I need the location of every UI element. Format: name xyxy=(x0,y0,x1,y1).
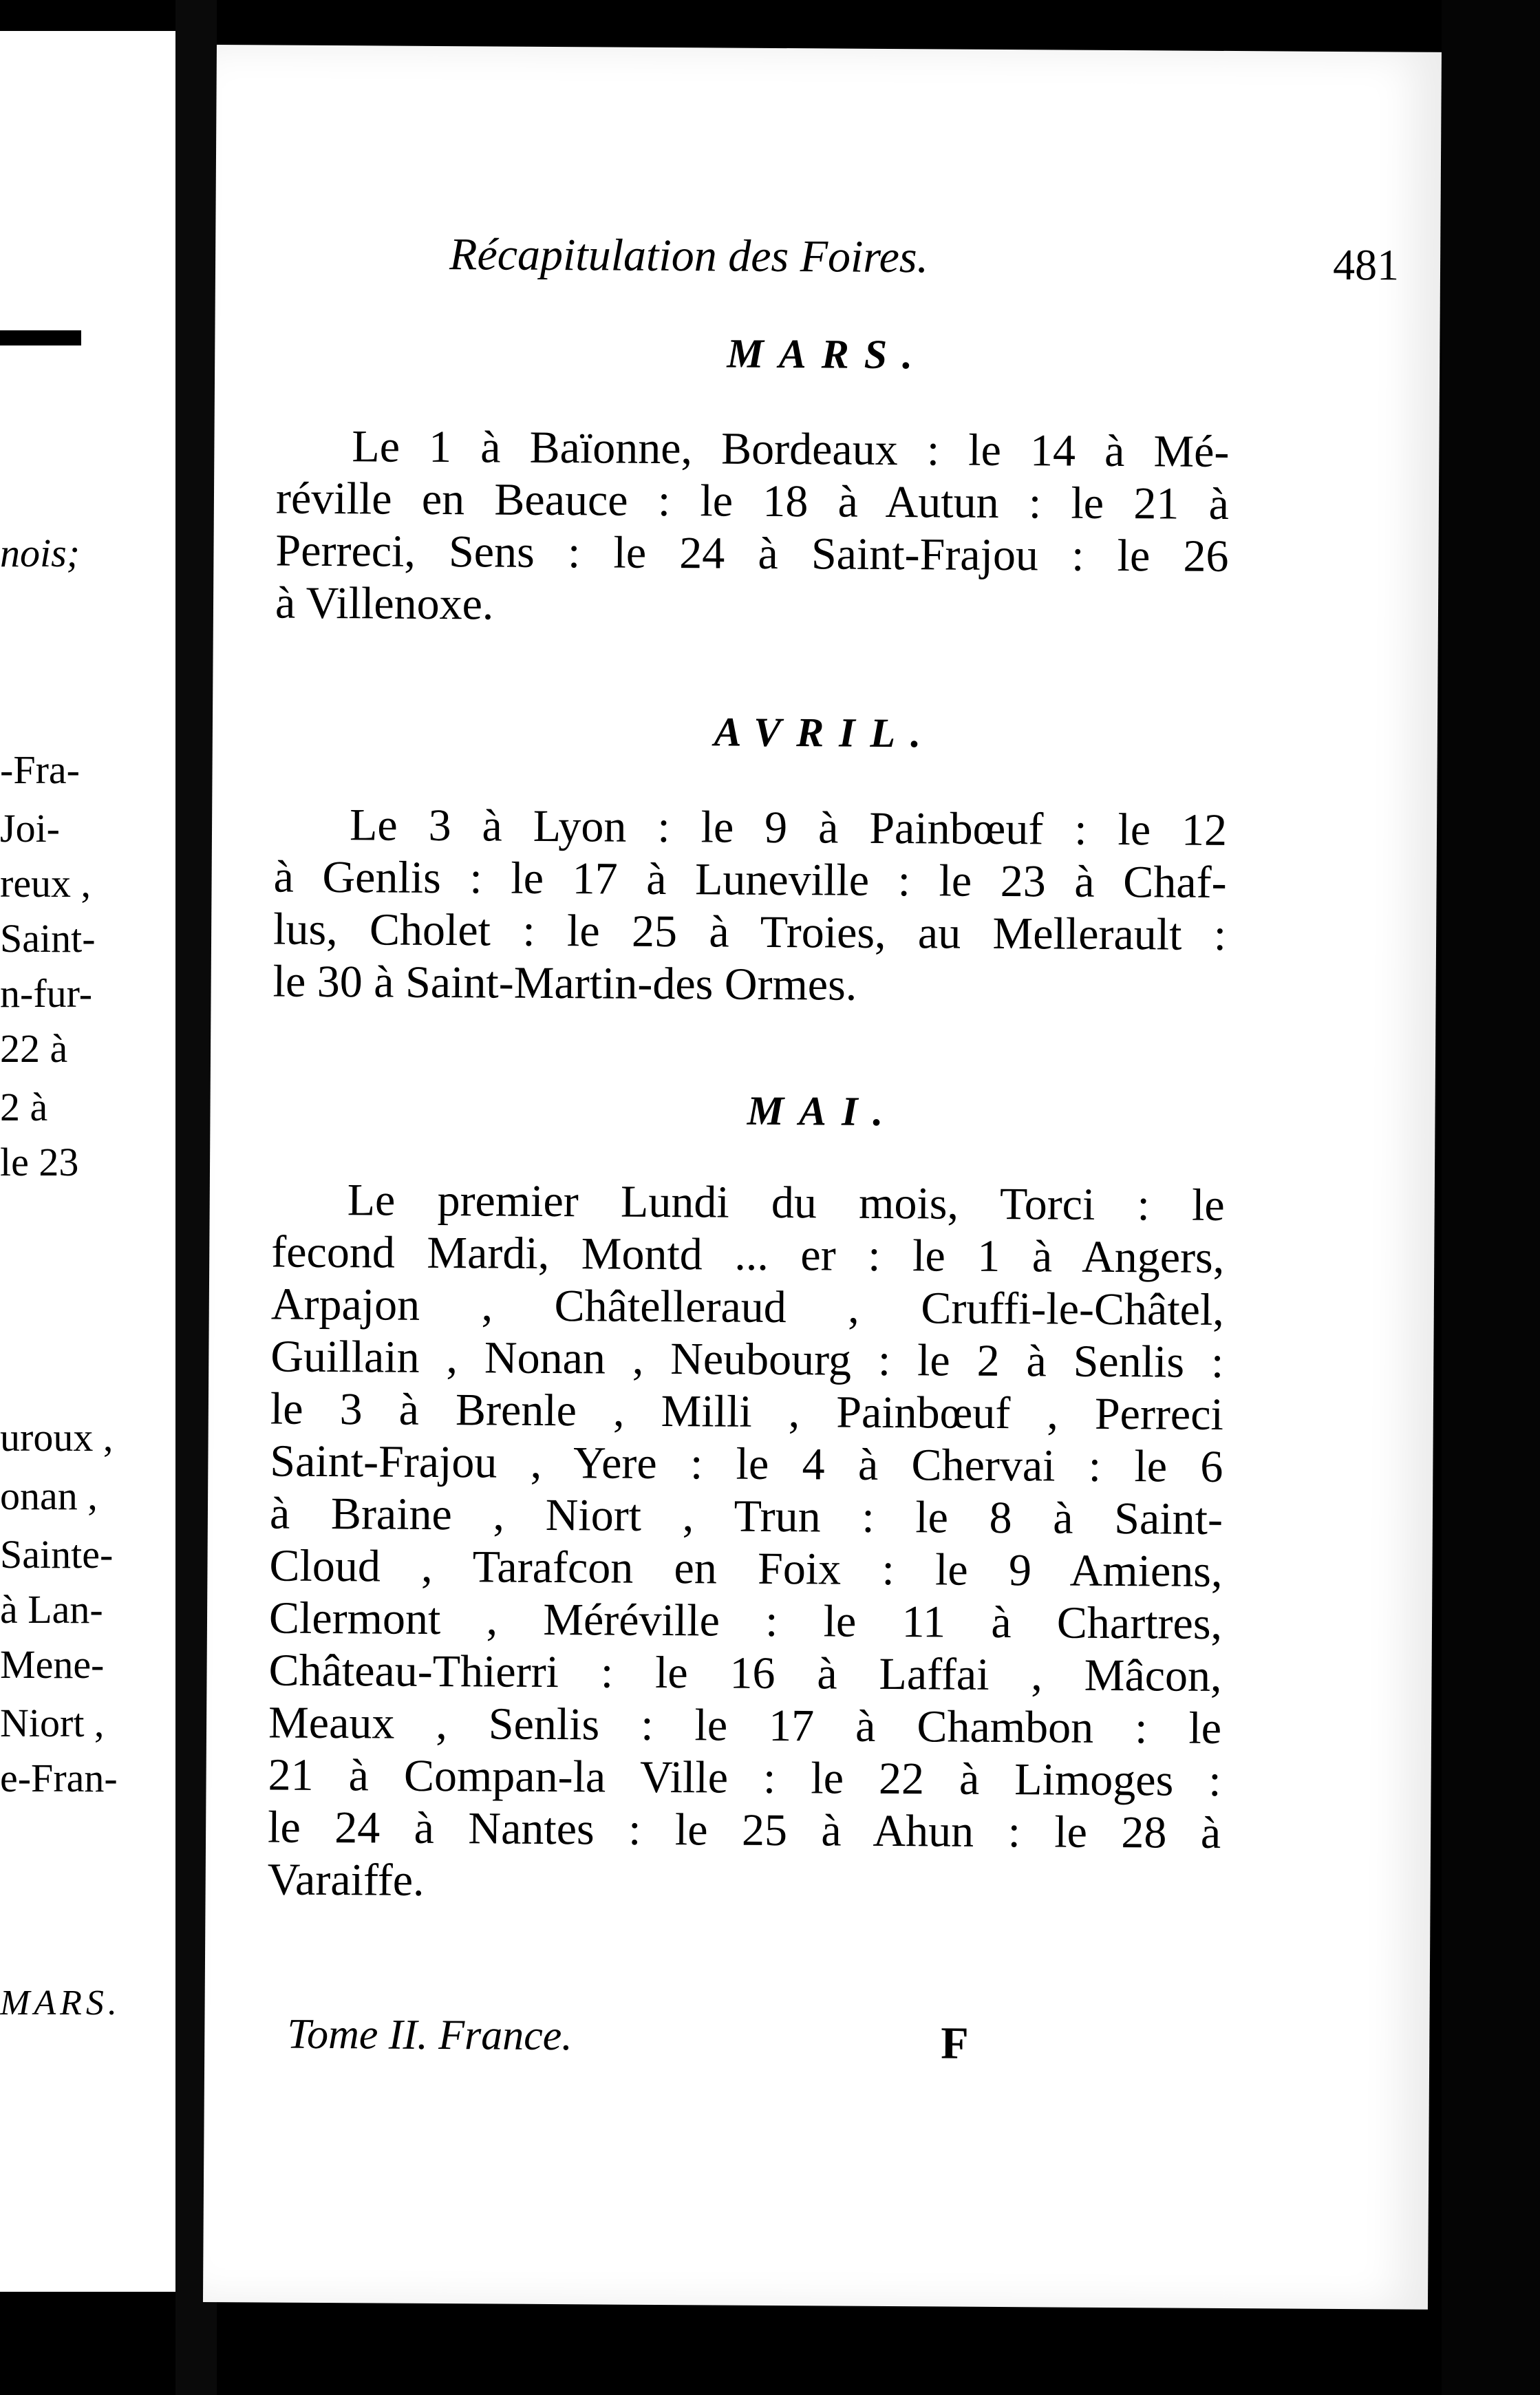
facing-catchword: MARS. xyxy=(0,1983,121,2023)
text-line: lus, Cholet : le 25 à Troies, au Mellerault : xyxy=(272,904,1227,960)
page-number: 481 xyxy=(1332,240,1400,290)
facing-text-line: -Fra- xyxy=(0,747,80,792)
text-line: à Genlis : le 17 à Luneville : le 23 à Chaf- xyxy=(273,851,1227,908)
facing-text-line: n-fur- xyxy=(0,971,93,1016)
running-head xyxy=(449,228,1400,290)
facing-text-line: e-Fran- xyxy=(0,1756,118,1800)
text-line: Guillain , Nonan , Neubourg : le 2 à Senlis : xyxy=(270,1331,1224,1387)
text-line: Arpajon , Châtelleraud , Cruffi-le-Châtel, xyxy=(270,1279,1225,1335)
volume-signature: Tome II. France. xyxy=(287,2010,573,2060)
book-page xyxy=(203,45,1442,2310)
facing-text-line: Mene- xyxy=(0,1642,105,1687)
ornament-rule xyxy=(0,330,81,345)
facing-text-line: uroux , xyxy=(0,1415,114,1460)
facing-text-line: 2 à xyxy=(0,1085,48,1129)
text-line: réville en Beauce : le 18 à Autun : le 21 à xyxy=(275,473,1230,529)
section-heading-avril: AVRIL. xyxy=(714,709,937,756)
text-line: le 3 à Brenle , Milli , Painbœuf , Perreci xyxy=(270,1383,1224,1440)
facing-text-line: nois; xyxy=(0,531,80,575)
section-body-mars xyxy=(275,421,1230,635)
section-heading-mars: MARS. xyxy=(727,330,928,378)
facing-text-line: Joi- xyxy=(0,806,60,851)
text-line: Clermont , Méréville : le 11 à Chartres, xyxy=(268,1593,1223,1649)
signature-mark: F xyxy=(941,2018,969,2069)
facing-text-line: le 23 xyxy=(0,1140,79,1184)
text-line: Meaux , Senlis : le 17 à Chambon : le xyxy=(268,1697,1222,1754)
text-line: Le 3 à Lyon : le 9 à Painbœuf : le 12 xyxy=(349,800,1228,855)
text-line: Perreci, Sens : le 24 à Saint-Frajou : le 26 xyxy=(275,525,1229,582)
facing-text-line: Niort , xyxy=(0,1701,105,1745)
text-line: à Braine , Niort , Trun : le 8 à Saint- xyxy=(269,1488,1223,1544)
section-heading-mai: MAI. xyxy=(747,1087,899,1135)
section-body-avril xyxy=(272,799,1227,1014)
page-edge-shadow xyxy=(1442,0,1540,2395)
text-line: à Villenoxe. xyxy=(275,577,494,630)
facing-text-line: 22 à xyxy=(0,1026,68,1071)
facing-text-line: Sainte- xyxy=(0,1532,114,1577)
facing-text-line: onan , xyxy=(0,1473,98,1518)
text-line: 21 à Compan-la Ville : le 22 à Limoges : xyxy=(268,1749,1221,1806)
facing-text-line: Saint- xyxy=(0,916,96,961)
text-line: Le premier Lundi du mois, Torci : le xyxy=(347,1175,1225,1231)
text-line: Cloud , Tarafcon en Foix : le 9 Amiens, xyxy=(269,1540,1223,1597)
text-line: Le 1 à Baïonne, Bordeaux : le 14 à Mé- xyxy=(352,421,1230,477)
text-line: Varaiffe. xyxy=(267,1854,425,1906)
facing-page xyxy=(0,31,182,2292)
text-line: fecond Mardi, Montd ... er : le 1 à Angers, xyxy=(271,1226,1225,1283)
text-line: le 24 à Nantes : le 25 à Ahun : le 28 à xyxy=(267,1802,1221,1858)
text-line: Saint-Frajou , Yere : le 4 à Chervai : le 6 xyxy=(270,1436,1223,1492)
page-title: Récapitulation des Foires. xyxy=(449,229,929,283)
facing-text-line: reux , xyxy=(0,861,92,906)
text-line: Château-Thierri : le 16 à Laffai , Mâcon, xyxy=(268,1645,1222,1701)
section-body-mai xyxy=(267,1174,1224,1912)
text-line: le 30 à Saint-Martin-des Ormes. xyxy=(272,956,857,1010)
facing-text-line: à Lan- xyxy=(0,1587,103,1632)
